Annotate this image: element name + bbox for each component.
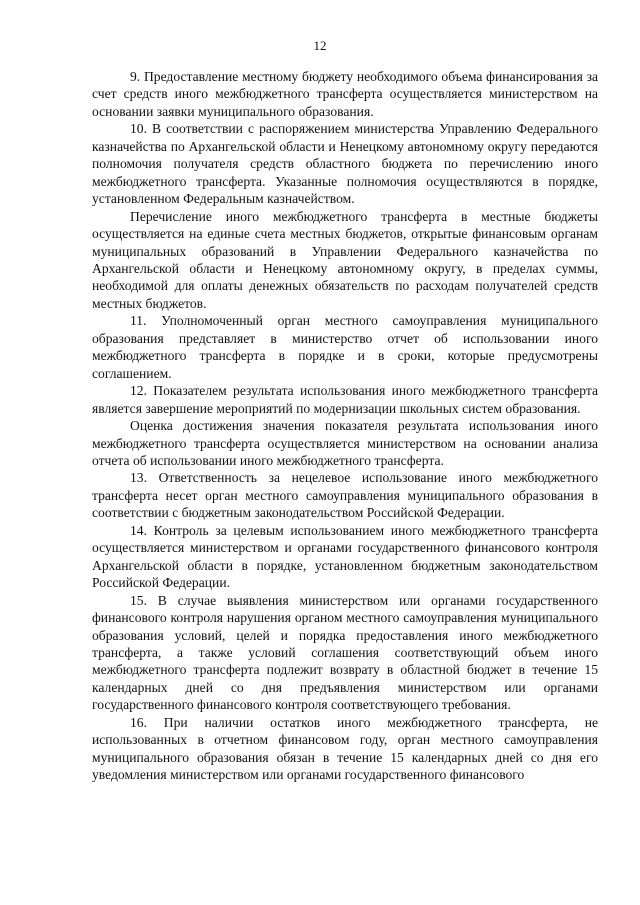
paragraph-12: 12. Показателем результата использования иного межбюджетного трансферта является завершение мероприятий по модернизации школьных систем образования. [92,383,598,416]
paragraph-12-evaluation: Оценка достижения значения показателя результата использования иного межбюджетного трансферта осуществляется министерством на основании анализа отчета об использовании иного межбюджетного трансферта. [92,418,598,468]
paragraph-11: 11. Уполномоченный орган местного самоуправления муниципального образования представляет в министерство отчет об использовании иного межбюджетного трансферта в порядке и в сроки, которые предусмотрены соглашением. [92,313,598,381]
paragraph-15: 15. В случае выявления министерством или органами государственного финансового контроля нарушения органом местного самоуправления муниципального образования условий, целей и порядка предоставления иного межбюджетного трансферта, а также условий соглашения соответствующий объем иного межбюджетного трансферта подлежит возврату в областной бюджет в течение 15 календарных дней со дня предъявления министерством или органами государственного финансового контроля соответствующего требования. [92,592,598,713]
paragraph-14: 14. Контроль за целевым использованием иного межбюджетного трансферта осуществляется министерством и органами государственного финансового контроля Архангельской области в порядке, установленном бюджетным законодательством Российской Федерации. [92,522,598,591]
paragraph-10-transfer: Перечисление иного межбюджетного трансферта в местные бюджеты осуществляется на единые счета местных бюджетов, открытые финансовым органам муниципальных образований в Управлении Федерального казначейства по Архангельской области и Ненецкому автономному округу, в пределах суммы, необходимой для оплаты денежных обязательств по расходам получателей средств местных бюджетов. [92,208,598,311]
paragraph-9: 9. Предоставление местному бюджету необходимого объема финансирования за счет средств иного межбюджетного трансферта осуществляется министерством на основании заявки муниципального образования. [92,69,598,119]
document-body [92,68,598,784]
paragraph-10: 10. В соответствии с распоряжением министерства Управлению Федерального казначейства по Архангельской области и Ненецкому автономному округу передаются полномочия получателя средств областного бюджета по перечислению иного межбюджетного трансферта. Указанные полномочия осуществляются в порядке, установленном Федеральным казначейством. [92,121,598,207]
paragraph-16: 16. При наличии остатков иного межбюджетного трансферта, не использованных в отчетном финансовом году, орган местного самоуправления муниципального образования обязан в течение 15 календарных дней со дня его уведомления министерством или органами государственного финансового [92,714,598,783]
paragraph-13: 13. Ответственность за нецелевое использование иного межбюджетного трансферта несет орган местного самоуправления муниципального образования в соответствии с бюджетным законодательством Российской Федерации. [92,470,598,521]
page-number: 12 [313,38,327,53]
